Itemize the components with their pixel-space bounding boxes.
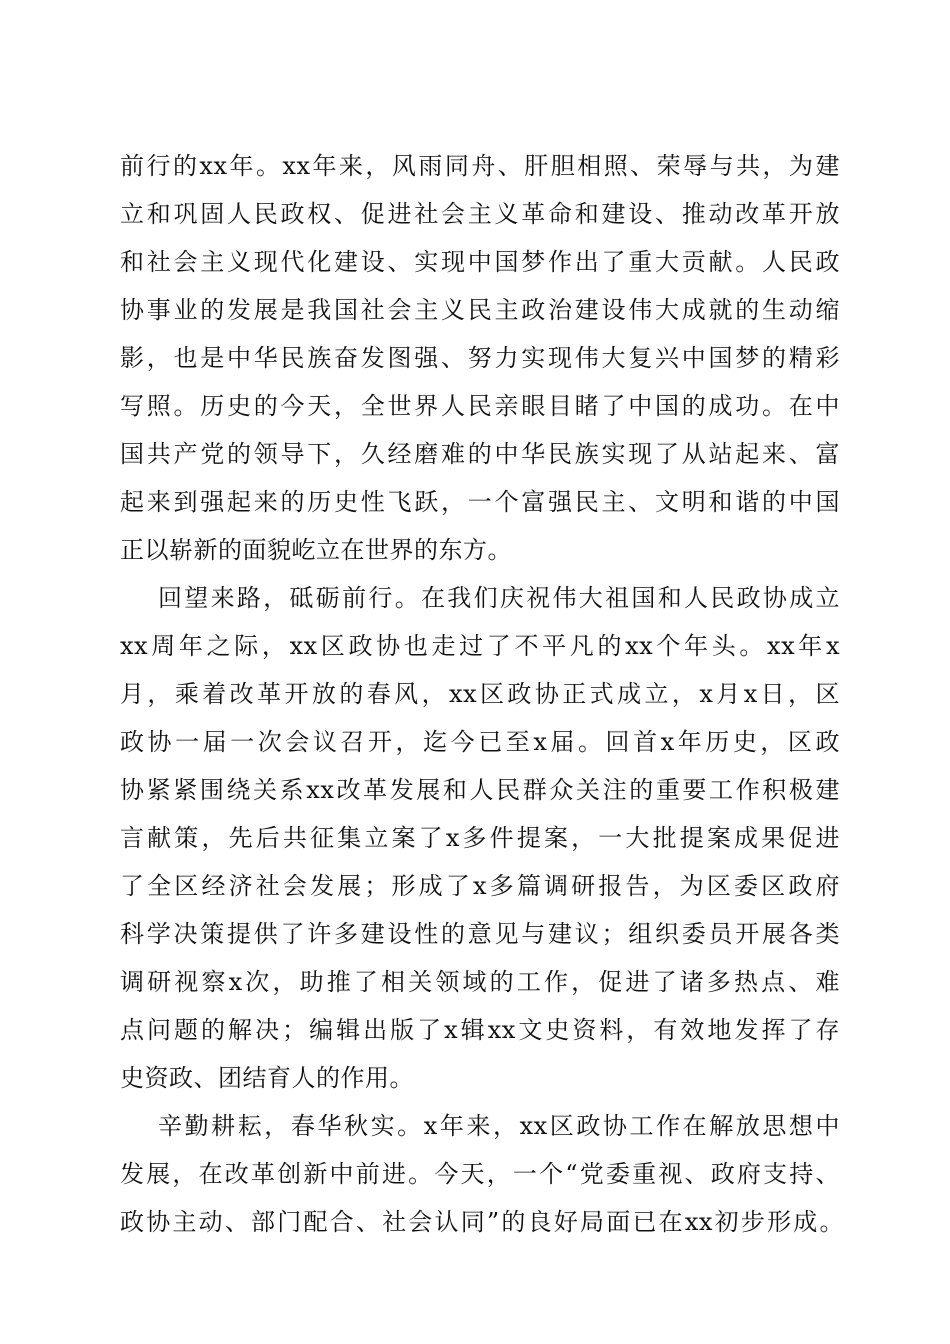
paragraph-1-line-3: 和社会主义现代化建设、实现中国梦作出了重大贡献。人民政: [120, 248, 840, 276]
paragraph-2-line-5: 协紧紧围绕关系xx改革发展和人民群众关注的重要工作积极建: [120, 776, 840, 804]
paragraph-2-line-4: 政协一届一次会议召开，迄今已至x届。回首x年历史，区政: [120, 728, 840, 756]
paragraph-1-line-1: 前行的xx年。xx年来，风雨同舟、肝胆相照、荣辱与共，为建: [120, 152, 840, 180]
paragraph-2-line-2: xx周年之际，xx区政协也走过了不平凡的xx个年头。xx年x: [120, 632, 840, 660]
paragraph-1-line-4: 协事业的发展是我国社会主义民主政治建设伟大成就的生动缩: [120, 296, 840, 324]
paragraph-3-line-2: 发展，在改革创新中前进。今天，一个“党委重视、政府支持、: [120, 1160, 840, 1188]
paragraph-2-line-1: 回望来路，砥砺前行。在我们庆祝伟大祖国和人民政协成立: [158, 584, 840, 612]
paragraph-1-line-6: 写照。历史的今天，全世界人民亲眼目睹了中国的成功。在中: [120, 392, 840, 420]
paragraph-3-line-3: 政协主动、部门配合、社会认同”的良好局面已在xx初步形成。: [120, 1208, 844, 1236]
paragraph-2-line-10: 点问题的解决；编辑出版了x辑xx文史资料，有效地发挥了存: [120, 1016, 840, 1044]
paragraph-2-line-3: 月，乘着改革开放的春风，xx区政协正式成立，x月x日，区: [120, 680, 840, 708]
paragraph-2-line-6: 言献策，先后共征集立案了x多件提案，一大批提案成果促进: [120, 824, 840, 852]
paragraph-1-line-2: 立和巩固人民政权、促进社会主义革命和建设、推动改革开放: [120, 200, 840, 228]
paragraph-1-line-9: 正以崭新的面貌屹立在世界的东方。: [120, 536, 512, 564]
paragraph-2-line-8: 科学决策提供了许多建设性的意见与建议；组织委员开展各类: [120, 920, 840, 948]
paragraph-1-line-7: 国共产党的领导下，久经磨难的中华民族实现了从站起来、富: [120, 440, 840, 468]
paragraph-1-line-8: 起来到强起来的历史性飞跃，一个富强民主、文明和谐的中国: [120, 488, 840, 516]
paragraph-2-line-9: 调研视察x次，助推了相关领域的工作，促进了诸多热点、难: [120, 968, 840, 996]
paragraph-1-line-5: 影，也是中华民族奋发图强、努力实现伟大复兴中国梦的精彩: [120, 344, 840, 372]
paragraph-2-line-7: 了全区经济社会发展；形成了x多篇调研报告，为区委区政府: [120, 872, 840, 900]
paragraph-2-line-11: 史资政、团结育人的作用。: [120, 1064, 414, 1092]
paragraph-3-line-1: 辛勤耕耘，春华秋实。x年来，xx区政协工作在解放思想中: [158, 1112, 840, 1140]
